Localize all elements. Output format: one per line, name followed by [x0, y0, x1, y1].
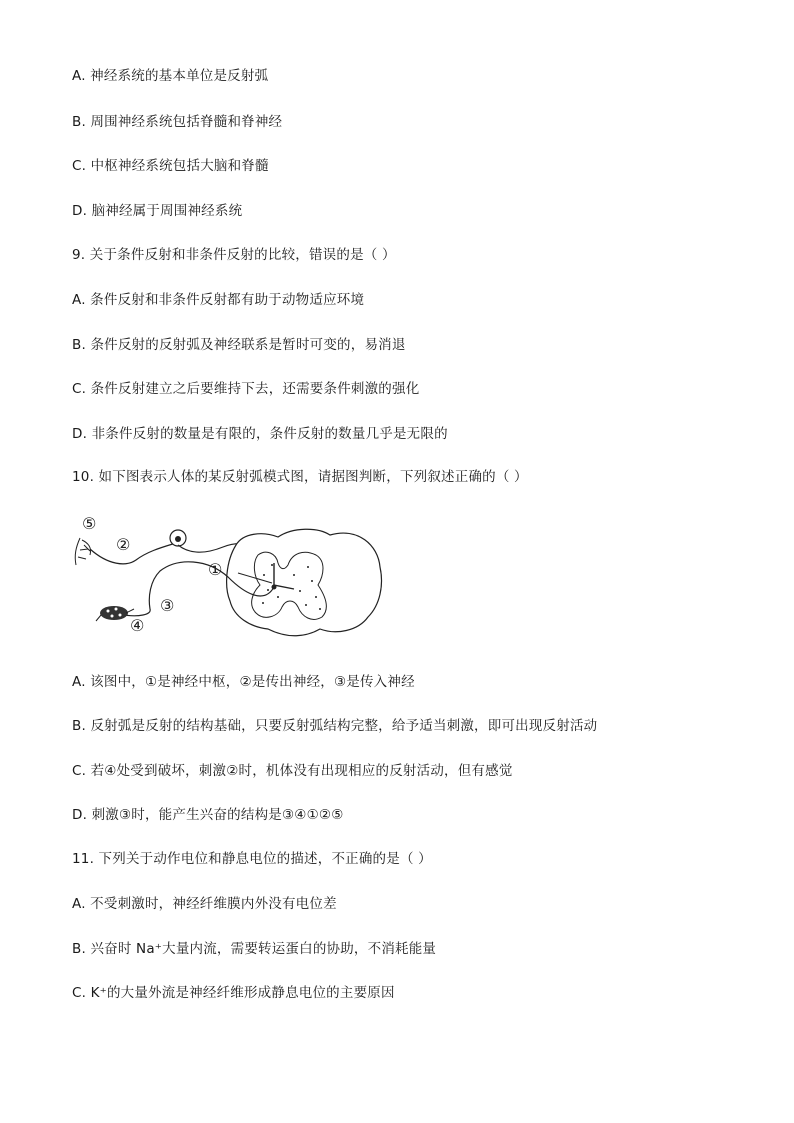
effector-muscle — [100, 606, 128, 620]
q10-option-c: C. 若④处受到破坏，刺激②时，机体没有出现相应的反射活动，但有感觉 — [72, 763, 513, 779]
q8-option-a: A. 神经系统的基本单位是反射弧 — [72, 68, 269, 84]
q11-option-c: C. K⁺的大量外流是神经纤维形成静息电位的主要原因 — [72, 985, 395, 1001]
q9-option-c: C. 条件反射建立之后要维持下去，还需要条件刺激的强化 — [72, 381, 420, 397]
q8-option-c: C. 中枢神经系统包括大脑和脊髓 — [72, 158, 269, 174]
reflex-arc-diagram — [68, 505, 398, 655]
label-5: ⑤ — [82, 514, 97, 533]
q8-option-b: B. 周围神经系统包括脊髓和脊神经 — [72, 114, 283, 130]
q9-option-b: B. 条件反射的反射弧及神经联系是暂时可变的，易消退 — [72, 337, 406, 353]
q11-option-b: B. 兴奋时 Na⁺大量内流，需要转运蛋白的协助，不消耗能量 — [72, 941, 437, 957]
q10-option-d: D. 刺激③时，能产生兴奋的结构是③④①②⑤ — [72, 807, 344, 823]
q10-option-b: B. 反射弧是反射的结构基础，只要反射弧结构完整，给予适当刺激，即可出现反射活动 — [72, 718, 598, 734]
ganglion-nucleus — [175, 536, 181, 542]
q9-option-a: A. 条件反射和非条件反射都有助于动物适应环境 — [72, 292, 365, 308]
q10-stem: 10. 如下图表示人体的某反射弧模式图，请据图判断，下列叙述正确的（ ） — [72, 469, 528, 485]
label-1: ① — [208, 560, 223, 579]
receptor-skin — [75, 538, 90, 565]
q9-option-d: D. 非条件反射的数量是有限的，条件反射的数量几乎是无限的 — [72, 426, 448, 442]
label-3: ③ — [160, 596, 175, 615]
label-4: ④ — [130, 616, 145, 635]
label-2: ② — [116, 535, 131, 554]
q11-stem: 11. 下列关于动作电位和静息电位的描述，不正确的是（ ） — [72, 851, 432, 867]
q11-option-a: A. 不受刺激时，神经纤维膜内外没有电位差 — [72, 896, 337, 912]
q10-option-a: A. 该图中，①是神经中枢，②是传出神经，③是传入神经 — [72, 674, 415, 690]
reflex-arc-svg — [68, 505, 398, 655]
afferent-nerve-line — [90, 543, 176, 564]
q8-option-d: D. 脑神经属于周围神经系统 — [72, 203, 243, 219]
q9-stem: 9. 关于条件反射和非条件反射的比较，错误的是（ ） — [72, 247, 396, 263]
